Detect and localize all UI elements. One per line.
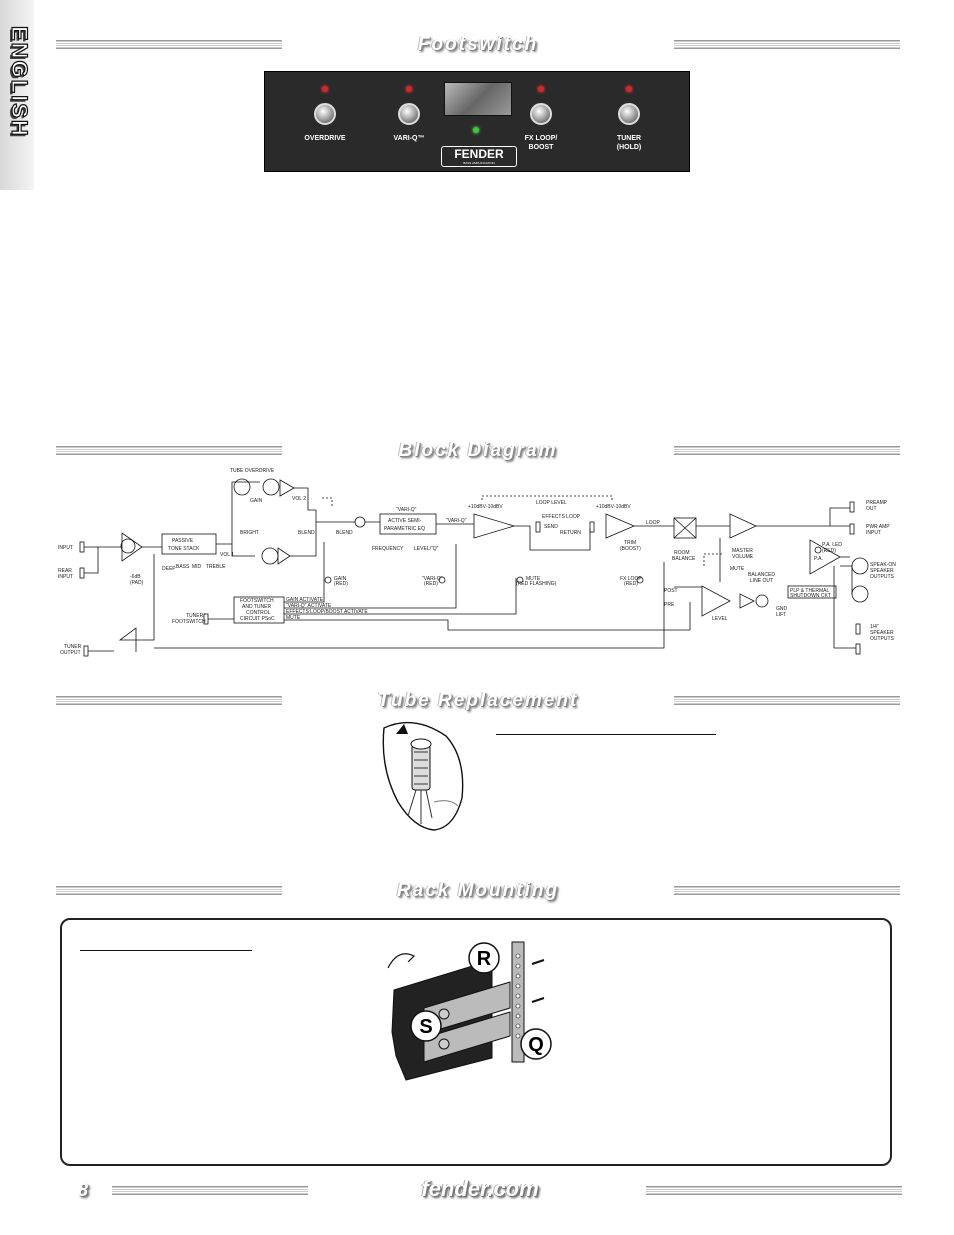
footer-url: fender.com (421, 1176, 539, 1201)
label-mid: MID (192, 564, 202, 570)
label-frequency: FREQUENCY (372, 546, 404, 552)
quarter-jack-2 (856, 644, 860, 654)
label-pa-led: P.A. LED (822, 542, 842, 548)
label-minus10-a: -10dBV (486, 504, 503, 510)
label-trim: TRIM (624, 540, 637, 546)
loop-level-amp (474, 514, 514, 538)
overdrive-led (322, 86, 328, 92)
fender-logo-subtext: BASS AMPLIFICATION (463, 161, 495, 165)
fxloop-label: FX LOOP/ BOOST (524, 135, 558, 151)
tuner-switch (618, 103, 640, 125)
label-pa: P.A. (814, 556, 823, 562)
header-rule-left (56, 696, 282, 705)
footswitch-title: Footswitch (417, 34, 539, 55)
tuner-display (444, 82, 512, 116)
header-rule-right (674, 696, 900, 705)
trim-amp (606, 514, 634, 538)
label-level: LEVEL (712, 616, 728, 622)
gain-led-icon (325, 577, 331, 583)
tube-illustration (374, 718, 472, 836)
input-tube (121, 539, 135, 553)
overdrive-tube-1 (234, 479, 250, 495)
label-speaker-2: SPEAKER (870, 630, 894, 636)
tuner-output-amp (120, 628, 136, 652)
label-rear: REAR (58, 568, 72, 574)
preamp-out-jack (850, 502, 854, 512)
label-blend-2: BLEND (336, 530, 353, 536)
label-pad: (PAD) (130, 580, 144, 586)
label-tube-overdrive: TUBE OVERDRIVE (230, 468, 275, 474)
label-varq-activate: "VARI-Q" ACTIVATE (286, 603, 332, 609)
label-tuner-output-2: OUTPUT (60, 650, 81, 656)
label-shutdown: SHUTDOWN CKT (790, 593, 831, 599)
pa-led-icon (815, 547, 821, 553)
label-fxloop-led-color: (RED) (624, 581, 638, 587)
label-balanced: BALANCED (748, 572, 775, 578)
label-fxloop-led: FX LOOP (620, 576, 642, 582)
label-minus10-b: -10dBV (614, 504, 631, 510)
input-preamp-triangle (122, 533, 142, 561)
overdrive-amp (280, 480, 294, 496)
fender-logo (441, 146, 517, 167)
label-gain-led-color: (RED) (334, 581, 348, 587)
rack-label-r: R (476, 948, 492, 970)
label-plus10-a: +10dBV (468, 504, 486, 510)
label-send: SEND (544, 524, 558, 530)
fxloop-led (538, 86, 544, 92)
label-mute-led-color: (RED FLASHING) (516, 581, 557, 587)
label-loop-level: LOOP LEVEL (536, 500, 567, 506)
variq-label: VARI-Q™ (393, 135, 425, 142)
overdrive-switch (314, 103, 336, 125)
rack-label-s: S (419, 1016, 433, 1038)
label-blend: BLEND (298, 530, 315, 536)
label-preamp: PREAMP (866, 500, 888, 506)
header-rule-right (674, 886, 900, 895)
variq-led (406, 86, 412, 92)
label-balance: BALANCE (672, 556, 696, 562)
label-mute-line: MUTE (286, 615, 301, 621)
label-varq-led-color: (RED) (424, 581, 438, 587)
variq-switch (398, 103, 420, 125)
label-fsw-4: CIRCUIT PSoC (240, 616, 275, 622)
footer-rule-right (646, 1186, 902, 1195)
quarter-jack-1 (856, 624, 860, 634)
speakon-jack-2 (852, 586, 868, 602)
label-bass: BASS (176, 564, 190, 570)
label-pwr-amp: PWR AMP (866, 524, 890, 530)
label-pre: PRE (664, 602, 675, 608)
xlr-out (756, 595, 768, 607)
label-gain: GAIN (250, 498, 263, 504)
label-gnd: GND (776, 606, 788, 612)
input-jack (80, 542, 84, 552)
label-varq-led: "VARI-Q" (422, 576, 443, 582)
block-diagram-title: Block Diagram (398, 440, 558, 461)
send-jack (536, 522, 540, 532)
label-plus10-b: +10dBV (596, 504, 614, 510)
label-vol2: VOL 2 (292, 496, 306, 502)
label-loop: LOOP (646, 520, 660, 526)
label-outputs: OUTPUTS (870, 574, 894, 580)
tube-replacement-title: Tube Replacement (377, 690, 579, 711)
label-passive: PASSIVE (172, 538, 194, 544)
label-level-q: LEVEL/"Q" (414, 546, 439, 552)
label-treble: TREBLE (206, 564, 226, 570)
tuner-led (626, 86, 632, 92)
label-room: ROOM (674, 550, 690, 556)
header-rule-left (56, 40, 282, 49)
overdrive-tube-2 (263, 479, 279, 495)
rack-mounting-title: Rack Mounting (396, 880, 560, 901)
label-effects-loop: EFFECTS LOOP (542, 514, 581, 520)
label-speaker: SPEAKER (870, 568, 894, 574)
label-out: OUT (866, 506, 877, 512)
label-minus6db: -6dB (130, 574, 141, 580)
footer-rule-left (112, 1186, 308, 1195)
label-lift: LIFT (776, 612, 787, 618)
clean-tube (262, 548, 278, 564)
label-tuner-fsw-2: FOOTSWITCH (172, 619, 206, 625)
rack-label-q: Q (528, 1034, 544, 1056)
label-varq-title: "VARI-Q" (396, 507, 417, 513)
overdrive-label: OVERDRIVE (304, 135, 346, 142)
label-gain-activate: GAIN ACTIVATE (286, 597, 324, 603)
tuner-output-jack (84, 646, 88, 656)
label-varq-out: "VARI-Q" (446, 518, 467, 524)
rear-input-jack (80, 568, 84, 578)
label-effects-activate: EFFECTS LOOP/BOOST ACTIVATE (286, 609, 368, 615)
label-volume: VOLUME (732, 554, 754, 560)
tuner-label: TUNER (HOLD) (616, 135, 642, 151)
label-mute-led: MUTE (526, 576, 541, 582)
line-out-amp (702, 586, 730, 616)
label-pa-red: (RED) (822, 548, 836, 554)
label-master: MASTER (732, 548, 753, 554)
label-tuner-fsw-1: TUNER/ (186, 613, 205, 619)
label-fsw-1: FOOTSWITCH (240, 598, 274, 604)
summing-node (355, 517, 365, 527)
master-volume-amp (730, 514, 756, 538)
label-tone-stack: TONE STACK (168, 546, 200, 552)
label-plp: PLP & THERMAL (790, 588, 830, 594)
tube-replacement-rule (496, 734, 716, 735)
label-pwr-input: INPUT (866, 530, 881, 536)
page-number: 8 (78, 1180, 89, 1200)
language-tab-label: ENGLISH (7, 26, 32, 138)
label-rear-input: INPUT (58, 574, 73, 580)
label-boost: (BOOST) (620, 546, 641, 552)
clean-amp (278, 548, 290, 564)
label-speakon: SPEAK-ON (870, 562, 896, 568)
label-return: RETURN (560, 530, 581, 536)
label-tuner-output-1: TUNER (64, 644, 82, 650)
label-quarter: 1/4" (870, 624, 879, 630)
label-input: INPUT (58, 545, 73, 551)
label-fsw-3: CONTROL (246, 610, 271, 616)
pwr-amp-input-jack (850, 524, 854, 534)
return-jack (590, 522, 594, 532)
label-active-semi: ACTIVE SEMI- (388, 518, 422, 524)
label-vol1: VOL 1 (220, 552, 234, 558)
label-post: POST (664, 588, 678, 594)
header-rule-left (56, 446, 282, 455)
label-outputs-2: OUTPUTS (870, 636, 894, 642)
label-fsw-2: AND TUNER (242, 604, 272, 610)
speakon-jack-1 (852, 558, 868, 574)
header-rule-right (674, 446, 900, 455)
label-deep: DEEP (162, 566, 176, 572)
label-gain-led: GAIN (334, 576, 347, 582)
label-line-out: LINE OUT (750, 578, 774, 584)
fxloop-switch (530, 103, 552, 125)
label-mute: MUTE (730, 566, 745, 572)
label-bright: BRIGHT (240, 530, 259, 536)
fender-logo-text: FENDER (454, 147, 504, 161)
rack-heading-rule (80, 950, 252, 951)
tuner-status-led (473, 127, 479, 133)
header-rule-right (674, 40, 900, 49)
language-tab (0, 0, 34, 190)
label-parametric-eq: PARAMETRIC EQ (384, 526, 426, 532)
rack-mounting-box (60, 918, 892, 1166)
header-rule-left (56, 886, 282, 895)
block-diagram (50, 462, 910, 692)
rack-illustration (384, 938, 564, 1082)
